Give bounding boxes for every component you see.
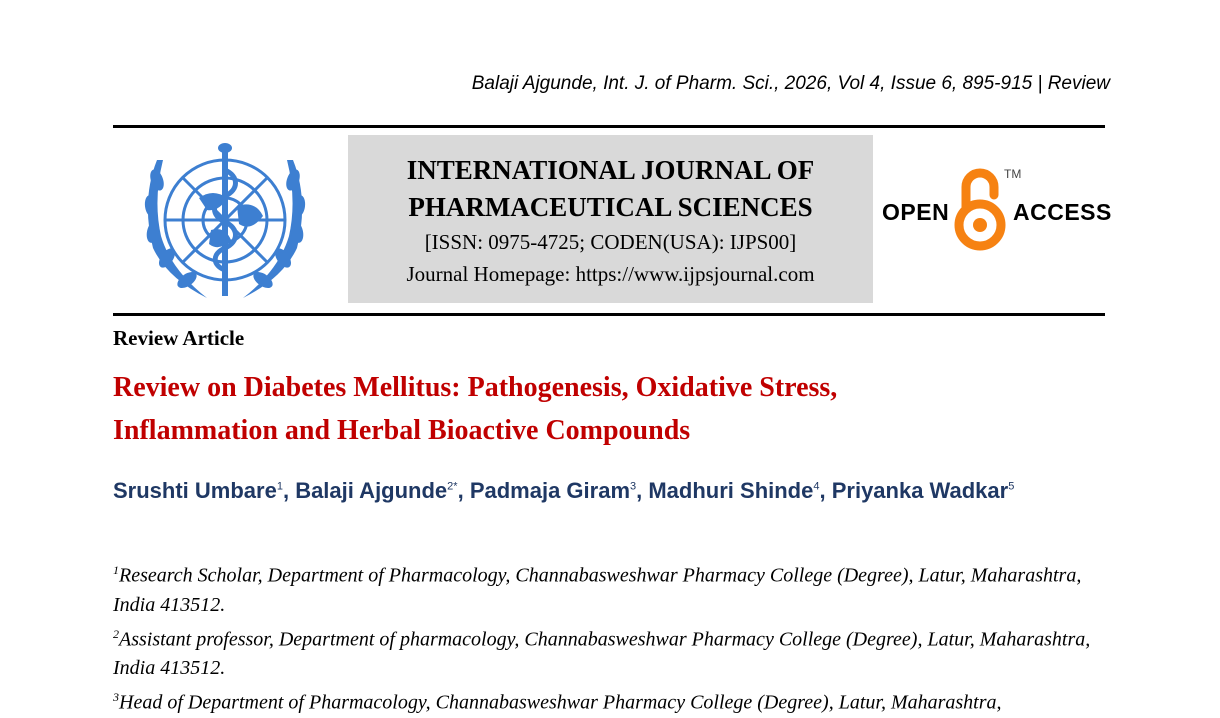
author-list <box>113 472 1103 506</box>
open-access-access-text: ACCESS <box>1013 199 1112 225</box>
affiliation: $^3$Head of Department of Pharmacology, Channabasweshwar Pharmacy College (Degree), Latur, Maharashtra, <box>113 690 1002 714</box>
journal-name-line2: PHARMACEUTICAL SCIENCES <box>408 192 813 222</box>
header-top-rule <box>113 125 1105 128</box>
affiliation: $^2$Assistant professor, Department of pharmacology, Channabasweshwar Pharmacy College (Degree), Latur, Maharashtra, India 413512. <box>113 626 1091 680</box>
open-access-open-text: OPEN <box>882 199 950 225</box>
open-access-lock-icon <box>952 165 1012 251</box>
open-access-tm-mark: TM <box>1004 167 1022 181</box>
article-type: Review Article <box>113 326 245 350</box>
journal-masthead <box>348 135 873 303</box>
running-head: Balaji Ajgunde, Int. J. of Pharm. Sci., 2026, Vol 4, Issue 6, 895-915 | Review <box>471 73 1110 94</box>
author: Priyanka Wadkar$^5$ <box>831 478 1015 504</box>
affiliation: $^1$Research Scholar, Department of Pharmacology, Channabasweshwar Pharmacy College (Degree), Latur, Maharashtra, India 413512. <box>113 563 1082 616</box>
open-access-badge <box>880 165 1112 255</box>
author: Padmaja Giram$^3$, <box>469 478 649 504</box>
journal-homepage[interactable]: Journal Homepage: https://www.ijpsjournal.com <box>406 262 815 286</box>
article-title-line2: Inflammation and Herbal Bioactive Compounds <box>113 415 691 446</box>
author: Srushti Umbare$^1$, <box>113 478 296 504</box>
author: Balaji Ajgunde$^{2*}$, <box>295 478 470 504</box>
affiliation-list <box>113 556 1103 718</box>
journal-name-line1: INTERNATIONAL JOURNAL OF <box>406 155 815 185</box>
author: Madhuri Shinde$^4$, <box>648 478 832 504</box>
who-emblem-icon <box>127 140 323 306</box>
issn-line: [ISSN: 0975-4725; CODEN(USA): IJPS00] <box>424 230 797 254</box>
article-title <box>113 366 1073 452</box>
header-bottom-rule <box>113 313 1105 316</box>
article-title-line1: Review on Diabetes Mellitus: Pathogenesis, Oxidative Stress, <box>113 372 838 403</box>
